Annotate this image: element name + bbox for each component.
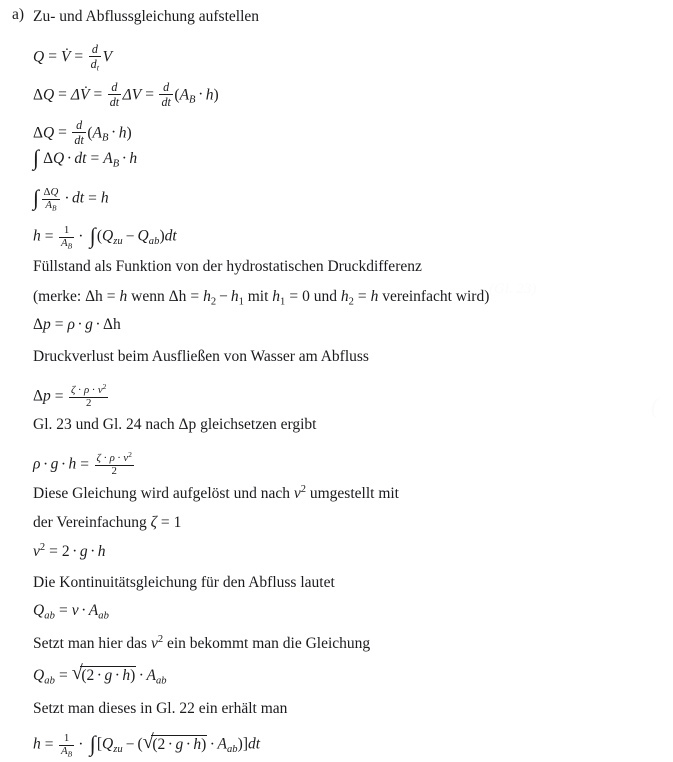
symbol-h: h [33,735,41,753]
paren-close: ) [130,667,136,684]
fraction-d-over-dt [108,81,121,109]
sentence-post: ein bekommt man die Gleichung [166,634,371,652]
operator-equals: = [145,86,154,104]
sentence-pre: Setzt man hier das [33,634,148,652]
operator-equals: = [44,735,54,753]
operator-dot: · [167,735,173,753]
denominator-subscript-t: t [96,63,100,73]
symbol-A: A [45,199,52,212]
number-one: 1 [173,514,182,531]
equation-delta-flow-compact [33,110,667,148]
exponent-2: 2 [39,542,46,553]
operator-dot: · [185,735,191,753]
word-wenn: wenn [131,288,165,305]
line-continuity-description [33,570,667,600]
integral-sign: ∫ [33,145,40,171]
word-mit: mit [247,288,269,305]
symbol-A: A [88,602,99,619]
symbol-A: A [179,86,190,104]
symbol-delta: Δ [33,86,43,104]
fraction-denominator: dt [161,94,171,109]
operator-dot: · [66,150,72,167]
integral-sign: ∫ [33,184,40,210]
equation-equated-pressures [33,442,667,480]
paren-open: ( [137,735,143,753]
subscript-ab: ab [44,675,55,687]
operator-equals: = [80,455,90,473]
symbol-delta-h: Δh [168,288,187,305]
symbol-Q: Q [33,48,45,66]
symbol-Q: Q [33,602,45,619]
operator-dot: · [103,451,108,464]
square-root [71,662,137,685]
differential-dt: dt [74,150,87,167]
symbol-Q: Q [42,124,55,142]
sentence-pre: der Vereinfachung [33,514,147,531]
symbol-v: v [97,383,103,396]
number-zero: 0 [302,288,310,305]
symbol-delta: Δ [33,124,43,142]
subscript-2: 2 [210,296,217,308]
symbol-zeta: ζ [96,451,101,464]
paren-open: ( [87,124,93,142]
symbol-delta-p: Δp [178,416,197,433]
exponent-2: 2 [157,634,164,645]
symbol-A: A [61,745,68,758]
equation-integral-deltaQ [33,145,667,178]
symbol-A: A [92,124,102,142]
symbol-A: A [217,735,227,753]
symbol-v: v [150,634,158,652]
fraction-denominator: dt [109,94,120,109]
symbol-h: h [122,667,131,684]
exponent-2: 2 [128,449,132,459]
operator-dot: · [81,602,87,619]
symbol-zeta: ζ [70,383,76,396]
paragraph-text: Die Kontinuitätsgleichung für den Abfluss lautet [33,574,335,591]
radicand [80,666,136,684]
symbol-g: g [85,316,93,333]
symbol-Q: Q [101,227,114,245]
operator-dot: · [96,667,102,684]
paren-close: ) [126,124,132,142]
operator-equals: = [58,124,67,142]
subscript-ab: ab [226,743,238,755]
number-two: 2 [157,735,166,753]
fraction-one-over-AB [59,225,74,251]
symbol-h: h [97,542,106,560]
symbol-h: h [272,288,281,305]
line-druckverlust-description [33,344,667,374]
operator-dot: · [90,542,96,560]
symbol-zeta: ζ [150,514,157,531]
operator-equals: = [190,288,200,305]
equation-hydrostatic-pressure [33,314,667,344]
line-merke-note [33,284,667,314]
operator-dot: · [72,542,78,560]
equation-outflow-sqrt [33,660,667,696]
subscript-zu: zu [113,235,123,247]
fraction-denominator [59,237,74,251]
subscript-B: B [67,749,73,759]
fraction-d-over-dt [89,43,101,74]
operator-dot: · [111,124,117,142]
operator-equals: = [49,542,58,560]
symbol-g: g [104,667,113,684]
operator-equals: = [160,514,170,531]
operator-equals: = [58,86,67,104]
note-tail: vereinfacht wird) [382,288,490,305]
fraction-d-over-dt [72,119,85,147]
symbol-v: v [293,484,301,502]
line-rearrange-note [33,480,667,510]
radical-sign: √ [71,662,83,685]
operator-equals: = [58,667,68,684]
subscript-1: 1 [238,296,244,308]
sentence-pre: Diese Gleichung wird aufgelöst und nach [33,484,290,502]
subscript-ab: ab [98,610,109,622]
fraction-numerator: 1 [63,731,70,744]
subscript-ab: ab [44,610,55,622]
symbol-h: h [230,288,239,305]
operator-dot: · [64,189,70,207]
equation-final-level [33,726,667,762]
fraction-zeta-rho-v2-over-2 [95,451,134,478]
operator-equals: = [58,602,68,619]
symbol-v: v [123,451,129,464]
faint-watermark-equation-number: (Gl. 23) [489,281,537,297]
radical-sign: √ [142,730,154,753]
exponent-2: 2 [300,484,306,495]
operator-equals: = [357,288,367,305]
symbol-h: h [340,288,349,305]
subscript-B: B [112,158,120,170]
paragraph-text: Druckverlust beim Ausfließen von Wasser am Abfluss [33,348,369,365]
subscript-ab: ab [155,675,167,687]
paren-close: ) [159,227,165,245]
equation-delta-flow-expanded [33,72,667,110]
line-fuellstand-description [33,254,667,284]
fraction-numerator [95,451,134,465]
symbol-Q: Q [50,185,59,198]
symbol-h: h [129,150,138,167]
operator-equals: = [88,189,97,207]
number-two: 2 [86,667,95,684]
symbol-Q: Q [33,667,45,684]
paren-open: ( [152,735,158,753]
fraction-one-over-AB [59,733,74,759]
operator-dot: · [91,383,96,396]
paren-open: ( [81,667,87,684]
operator-dot: · [117,451,121,464]
square-root [142,730,208,753]
symbol-delta-V-dot: ΔV̇ [70,86,90,104]
symbol-rho: ρ [33,455,41,473]
symbol-rho: ρ [67,316,75,333]
symbol-delta: Δ [33,316,43,333]
symbol-delta: Δ [43,185,51,198]
subscript-B: B [51,203,57,213]
symbol-A: A [61,237,68,250]
symbol-g: g [79,542,88,560]
symbol-h: h [68,455,77,473]
symbol-h: h [100,189,109,207]
fraction-numerator: d [111,79,118,94]
operator-minus: − [125,227,135,245]
fraction-numerator: d [163,79,170,94]
fraction-d-over-dt-2 [159,81,172,109]
symbol-delta-h: Δh [85,288,103,305]
radicand [151,735,207,753]
symbol-V: V [102,48,113,66]
item-body [33,4,667,762]
sentence-pre: Gl. 23 und Gl. 24 nach [33,416,175,433]
sentence-post: gleichsetzen ergibt [200,416,317,433]
symbol-g: g [50,455,59,473]
operator-equals: = [90,150,100,167]
symbol-h: h [203,288,211,305]
subscript-2: 2 [348,296,354,308]
symbol-h: h [205,86,214,104]
fraction-deltaQ-over-AB [42,187,61,213]
note-open: (merke: [33,288,82,305]
denominator-d: d [90,56,97,71]
fraction-denominator [89,56,101,73]
sentence-post: umgestellt mit [309,484,399,502]
differential-dt: dt [72,189,85,207]
operator-dot: · [78,227,84,245]
symbol-h: h [118,124,127,142]
fraction-numerator [42,187,61,199]
operator-equals: = [54,387,64,405]
operator-dot: · [77,316,83,333]
symbol-Q: Q [53,150,65,167]
equation-flow-definition [33,34,667,72]
operator-equals: = [106,288,116,305]
integral-sign: ∫ [89,222,96,248]
operator-dot: · [78,735,84,753]
line-heading [33,4,667,34]
symbol-h: h [370,288,379,305]
symbol-Q: Q [42,86,55,104]
operator-dot: · [60,455,67,473]
heading-text: Zu- und Abflussgleichung aufstellen [33,8,259,25]
equation-integral-normalized [33,178,667,216]
subscript-zu: zu [113,743,123,755]
operator-dot: · [42,455,49,473]
operator-equals: = [44,227,54,245]
paren-close: ) [201,735,207,753]
fraction-denominator: 2 [95,465,134,478]
symbol-delta-V: ΔV [122,86,142,104]
operator-dot: · [95,316,101,333]
paragraph-text: Setzt man dieses in Gl. 22 ein erhält man [33,700,288,717]
bracket-open: [ [96,735,102,753]
fraction-numerator: 1 [63,223,70,236]
symbol-v: v [71,602,79,619]
symbol-h: h [193,735,202,753]
symbol-Q: Q [101,735,114,753]
symbol-delta: Δ [43,150,54,167]
paren-close: ) [213,86,219,104]
fraction-numerator [69,383,108,397]
operator-dot: · [209,735,215,753]
equation-velocity-squared [33,540,667,570]
fraction-denominator: 2 [69,397,108,410]
subscript-1: 1 [280,296,286,308]
differential-dt: dt [164,227,177,245]
operator-equals: = [54,316,64,333]
operator-minus: − [219,288,228,305]
subscript-B: B [189,94,196,106]
operator-equals: = [48,48,57,66]
operator-dot: · [121,150,127,167]
faint-watermark-paren: ( [651,393,659,418]
symbol-p: p [42,387,51,405]
paren-open: ( [96,227,102,245]
subscript-B: B [101,132,109,144]
symbol-Q: Q [137,227,149,245]
subscript-B: B [67,241,73,251]
bracket-close: ] [242,735,249,753]
symbol-p: p [42,316,51,333]
integral-sign: ∫ [89,730,96,756]
differential-dt: dt [248,735,261,753]
operator-dot: · [138,667,144,684]
fraction-denominator: dt [74,132,84,147]
paragraph-text: Füllstand als Funktion von der hydrostatischen Druckdifferenz [33,258,422,275]
fraction-zeta-rho-v2-over-2 [69,383,108,410]
fraction-denominator [59,745,74,759]
equation-pressure-loss [33,374,667,412]
fraction-numerator: d [91,41,98,56]
fraction-denominator [42,199,61,213]
item-marker-a: a) [12,6,25,23]
symbol-rho: ρ [109,451,115,464]
operator-dot: · [198,86,204,104]
operator-minus: − [125,735,135,753]
line-simplification-note [33,510,667,540]
symbol-V-dot: V̇ [60,48,71,66]
symbol-g: g [175,735,184,753]
paren-close: ) [237,735,243,753]
symbol-delta: Δ [33,387,43,405]
word-und: und [313,288,337,305]
symbol-h: h [33,227,41,245]
equation-continuity [33,600,667,630]
operator-dot: · [114,667,120,684]
symbol-delta-h: Δh [103,316,121,333]
subscript-ab: ab [148,235,160,247]
symbol-rho: ρ [83,383,90,396]
paren-open: ( [174,86,180,104]
operator-equals: = [74,48,84,66]
line-insert-gl22-note [33,696,667,726]
symbol-h: h [119,288,128,305]
symbol-v: v [33,542,40,560]
line-substitute-note [33,630,667,660]
symbol-A: A [103,150,113,167]
fraction-numerator: d [76,117,83,132]
line-gl23-gl24-note [33,412,667,442]
operator-equals: = [289,288,299,305]
enumerated-item-a [12,4,667,762]
operator-dot: · [77,383,82,396]
equation-level-integral [33,216,667,254]
number-two: 2 [61,542,70,560]
symbol-A: A [146,667,156,684]
operator-equals: = [93,86,103,104]
exponent-2: 2 [102,381,107,391]
